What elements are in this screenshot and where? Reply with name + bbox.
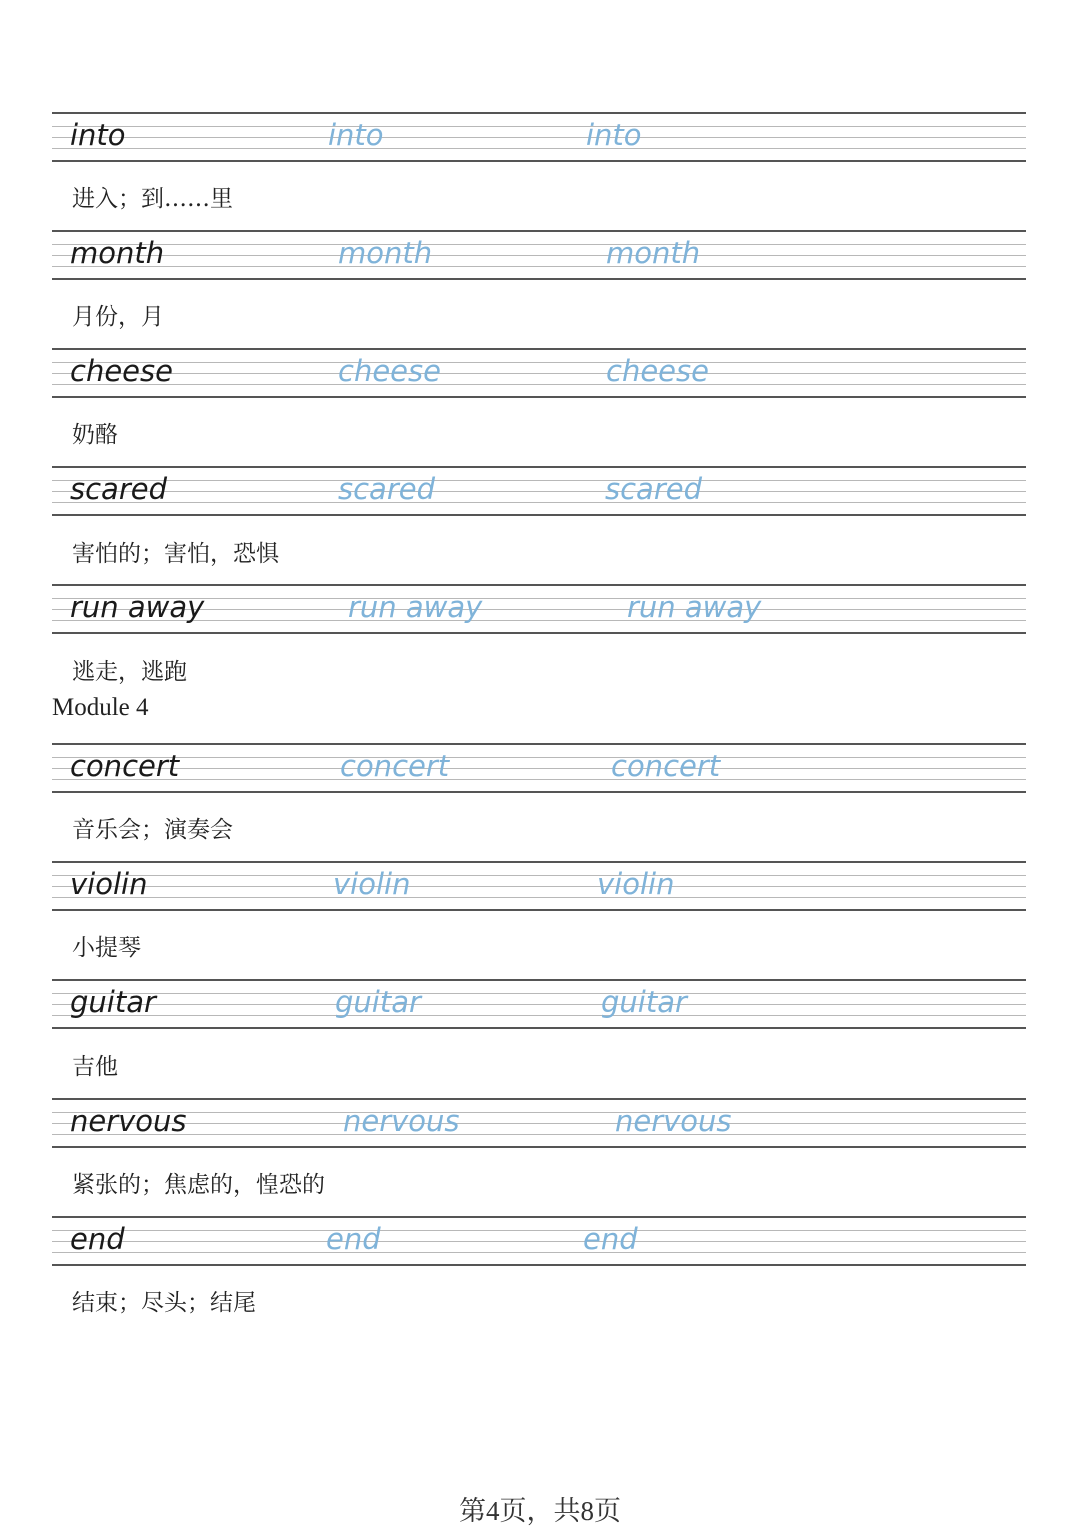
word-meaning: 害怕的；害怕，恐惧 (72, 541, 279, 567)
writing-row (0, 230, 1080, 286)
trace-word: end (326, 1222, 381, 1256)
vocab-word: scared (70, 472, 167, 506)
vocab-word: violin (70, 867, 148, 901)
trace-word: concert (611, 749, 721, 783)
word-meaning: 紧张的；焦虑的，惶恐的 (72, 1172, 325, 1198)
vocab-word: cheese (70, 354, 173, 388)
handwriting-guide-lines (52, 979, 1026, 1029)
vocab-word: run away (70, 590, 205, 624)
word-meaning: 结束；尽头；结尾 (72, 1290, 256, 1316)
trace-word: scared (605, 472, 702, 506)
trace-word: concert (340, 749, 450, 783)
handwriting-guide-lines (52, 1098, 1026, 1148)
handwriting-guide-lines (52, 348, 1026, 398)
handwriting-guide-lines (52, 1216, 1026, 1266)
vocab-word: concert (70, 749, 180, 783)
handwriting-guide-lines (52, 112, 1026, 162)
trace-word: violin (333, 867, 411, 901)
writing-row (0, 466, 1080, 522)
word-meaning: 进入；到……里 (72, 186, 233, 212)
writing-row (0, 743, 1080, 799)
vocab-word: month (70, 236, 165, 270)
word-meaning: 吉他 (72, 1054, 118, 1080)
page-footer: 第4页，共8页 (459, 1496, 621, 1526)
trace-word: violin (597, 867, 675, 901)
writing-row (0, 861, 1080, 917)
trace-word: nervous (615, 1104, 732, 1138)
trace-word: end (583, 1222, 638, 1256)
word-meaning: 奶酪 (72, 422, 118, 448)
writing-row (0, 584, 1080, 640)
trace-word: cheese (606, 354, 709, 388)
vocab-word: end (70, 1222, 125, 1256)
trace-word: cheese (338, 354, 441, 388)
trace-word: month (606, 236, 701, 270)
word-meaning: 月份，月 (72, 304, 164, 330)
trace-word: guitar (601, 985, 687, 1019)
handwriting-guide-lines (52, 230, 1026, 280)
word-meaning: 小提琴 (72, 935, 141, 961)
writing-row (0, 979, 1080, 1035)
module-heading: Module 4 (52, 694, 149, 721)
handwriting-guide-lines (52, 743, 1026, 793)
word-meaning: 音乐会；演奏会 (72, 817, 233, 843)
word-meaning: 逃走，逃跑 (72, 659, 187, 685)
trace-word: guitar (335, 985, 421, 1019)
trace-word: run away (348, 590, 483, 624)
trace-word: run away (627, 590, 762, 624)
handwriting-guide-lines (52, 466, 1026, 516)
trace-word: month (338, 236, 433, 270)
vocab-word: guitar (70, 985, 156, 1019)
writing-row (0, 1216, 1080, 1272)
trace-word: into (586, 118, 642, 152)
trace-word: nervous (343, 1104, 460, 1138)
writing-row (0, 348, 1080, 404)
handwriting-guide-lines (52, 861, 1026, 911)
writing-row (0, 112, 1080, 168)
vocab-word: into (70, 118, 126, 152)
trace-word: into (328, 118, 384, 152)
trace-word: scared (338, 472, 435, 506)
vocab-word: nervous (70, 1104, 187, 1138)
writing-row (0, 1098, 1080, 1154)
